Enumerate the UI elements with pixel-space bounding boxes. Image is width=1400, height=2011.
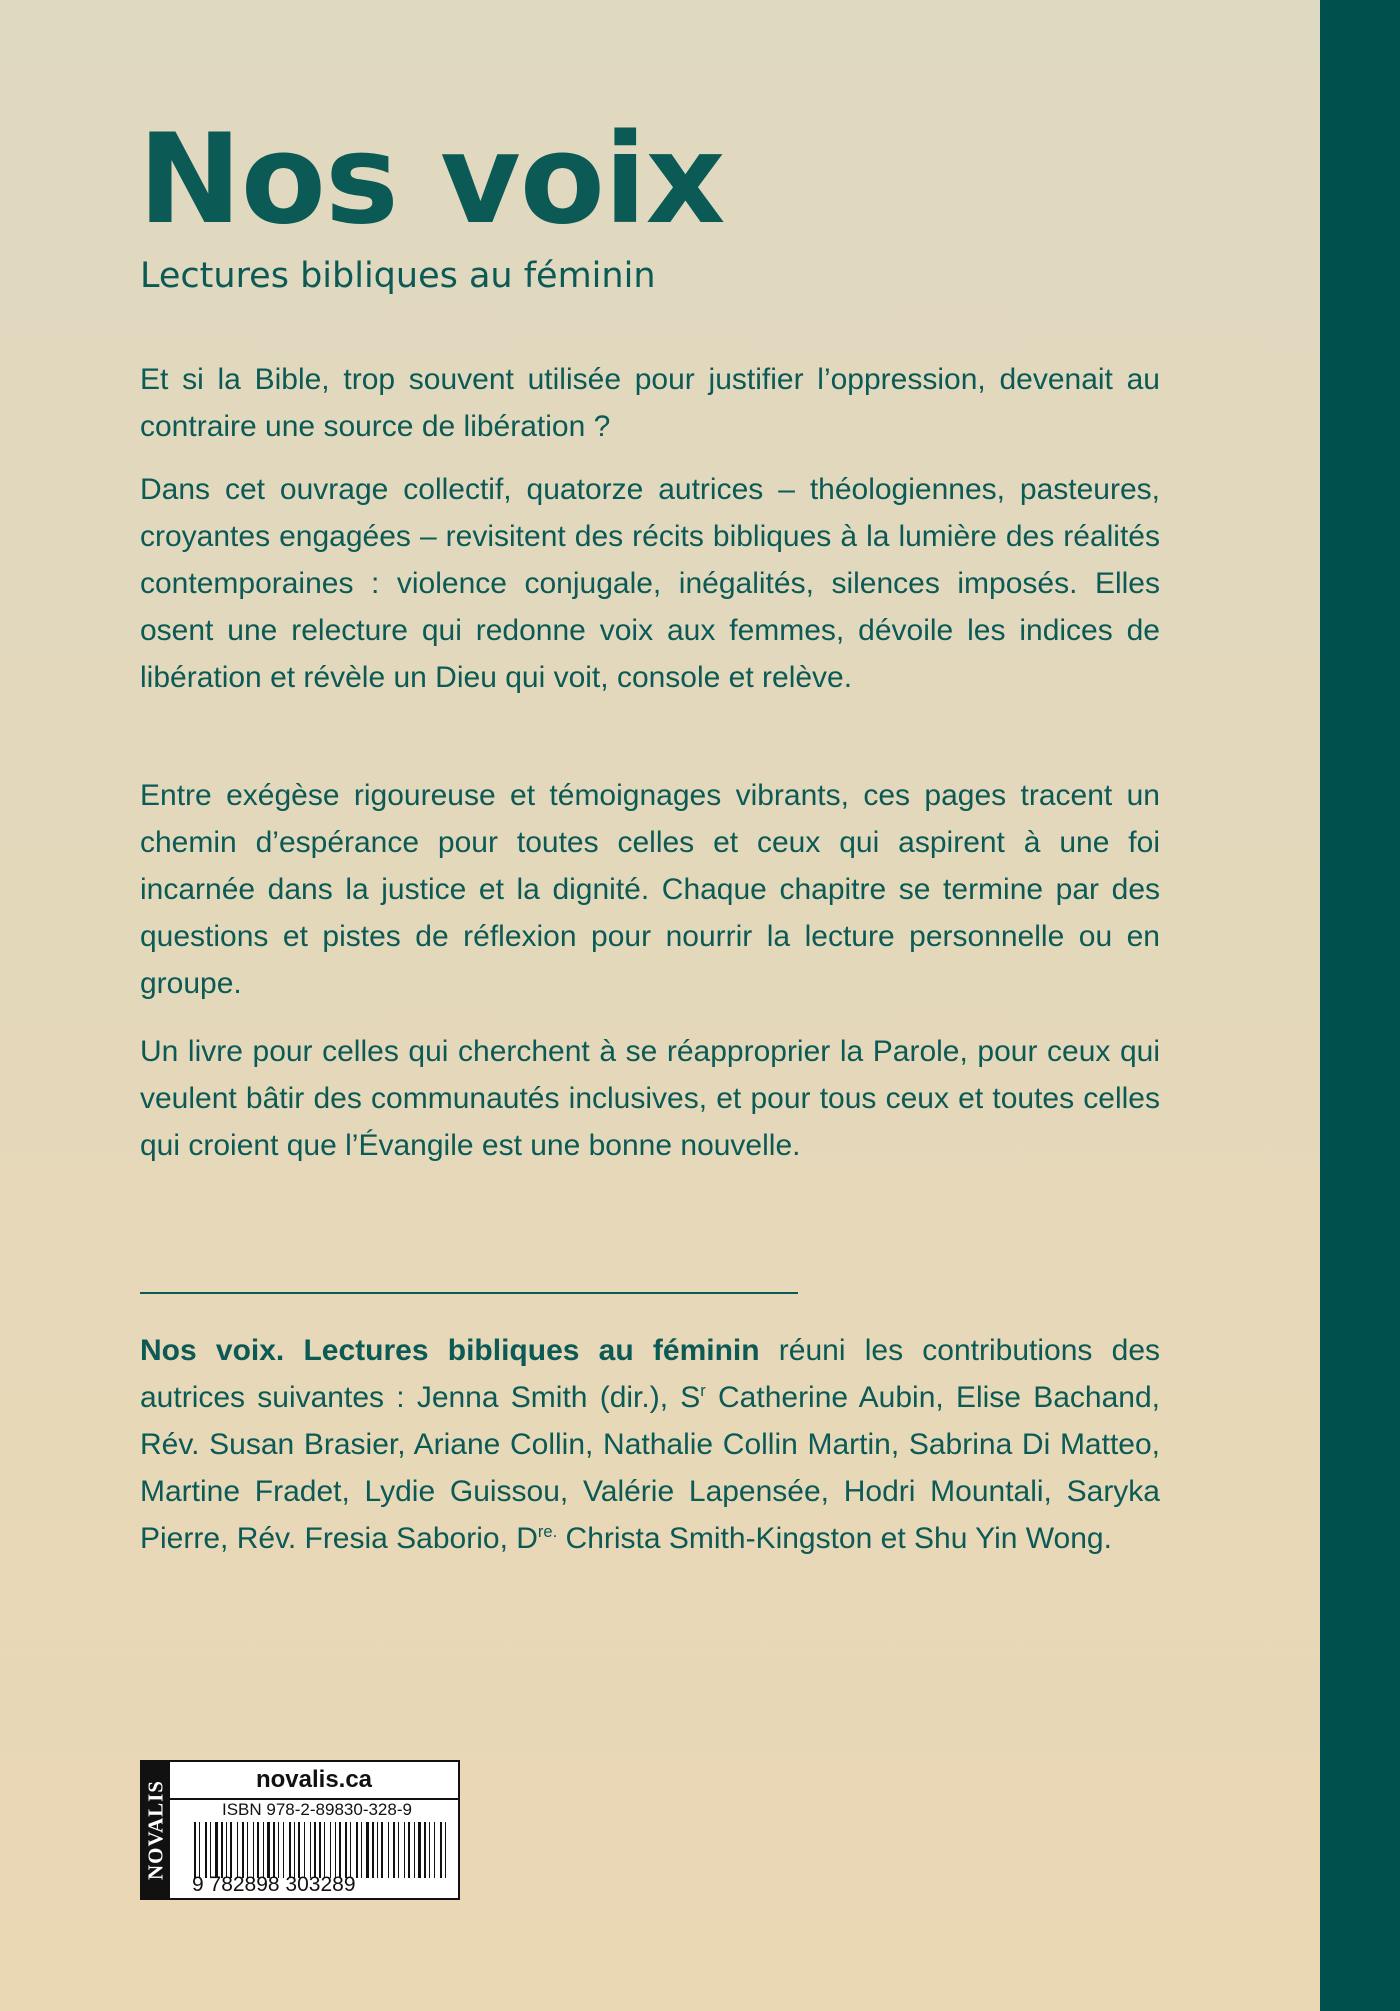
barcode-bar	[242, 1822, 244, 1878]
barcode-bar	[372, 1822, 374, 1878]
credits-book-title: Nos voix. Lectures bibliques au féminin	[140, 1334, 760, 1367]
barcode-bar	[267, 1822, 270, 1878]
barcode-bar	[205, 1822, 207, 1878]
barcode-bar	[253, 1822, 254, 1878]
book-subtitle: Lectures bibliques au féminin	[140, 256, 656, 296]
barcode-bar	[278, 1822, 279, 1878]
barcode-bar	[247, 1822, 248, 1878]
barcode-bar	[429, 1822, 430, 1878]
barcode-bar	[237, 1822, 238, 1878]
barcode-bar	[230, 1822, 232, 1878]
barcode-bar	[388, 1822, 389, 1878]
barcode-bar	[199, 1822, 200, 1878]
barcode-bar	[356, 1822, 358, 1878]
isbn-barcode-block	[140, 1760, 460, 1900]
barcode-bar	[408, 1822, 410, 1878]
barcode-bar	[257, 1822, 259, 1878]
barcode-bar	[393, 1822, 395, 1878]
section-divider	[140, 1292, 798, 1294]
barcode-bar	[226, 1822, 227, 1878]
barcode-bar	[319, 1822, 321, 1878]
barcode-bar	[361, 1822, 362, 1878]
publisher-website: novalis.ca	[170, 1762, 458, 1800]
barcode-bar	[404, 1822, 405, 1878]
barcode-bar	[283, 1822, 284, 1878]
barcode-bar	[310, 1822, 311, 1878]
credits-text-1: réuni les contributions des autrices suivantes : Jenna Smith (dir.), S	[140, 1334, 1160, 1414]
barcode-bar	[398, 1822, 399, 1878]
publisher-logo: NOVALIS	[143, 1780, 168, 1880]
barcode-bar	[289, 1822, 291, 1878]
isbn-label: ISBN 978-2-89830-328-9	[222, 1800, 412, 1819]
credits-sup-1: r	[700, 1382, 706, 1400]
barcode-bar	[339, 1822, 341, 1878]
book-title: Nos voix	[138, 108, 725, 252]
barcode-bar	[304, 1822, 305, 1878]
publisher-band	[142, 1762, 170, 1898]
barcode-bar	[298, 1822, 300, 1878]
barcode-bar	[424, 1822, 426, 1878]
barcode-bar	[221, 1822, 223, 1878]
barcode-bar	[414, 1822, 415, 1878]
barcode-bar	[335, 1822, 336, 1878]
barcode-bar	[324, 1822, 325, 1878]
barcode-bar	[263, 1822, 264, 1878]
barcode-bar	[330, 1822, 331, 1878]
contributors-credits	[140, 1327, 1160, 1562]
barcode-bar	[445, 1822, 446, 1878]
barcode-bar	[294, 1822, 295, 1878]
credits-text-3: Christa Smith-Kingston et Shu Yin Wong.	[557, 1522, 1112, 1555]
barcode-bar	[418, 1822, 421, 1878]
barcode-bar	[273, 1822, 275, 1878]
blurb-paragraph-1: Et si la Bible, trop souvent utilisée pour justifier l’oppression, devenait au contraire une source de libération ?	[140, 363, 1160, 443]
credits-sup-2: re.	[537, 1523, 558, 1541]
credits-text-2: Catherine Aubin, Elise Bachand, Rév. Susan Brasier, Ariane Collin, Nathalie Collin Martin, Sabrina Di Matteo, Martine Fradet, Lydie Guissou, Valérie Lapensée, Hodri Mountali, Saryka Pierre, Rév. Fresia Saborio, D	[140, 1381, 1160, 1555]
barcode-bar	[381, 1822, 383, 1878]
blurb-paragraph-4: Un livre pour celles qui cherchent à se réapproprier la Parole, pour ceux qui veulent bâtir des communautés inclusives, et pour tous ceux et toutes celles qui croient que l’Évangile est une bonne nouvelle.	[140, 1035, 1160, 1162]
barcode-bar	[434, 1822, 435, 1878]
barcode-bars	[192, 1822, 452, 1878]
barcode-bar	[210, 1822, 211, 1878]
blurb-paragraph-3: Entre exégèse rigoureuse et témoignages vibrants, ces pages tracent un chemin d’espérance pour toutes celles et ceux qui aspirent à une foi incarnée dans la justice et la dignité. Chaque chapitre se termine par des questions et pistes de réflexion pour nourrir la lecture personnelle ou en groupe.	[140, 779, 1160, 1000]
barcode-bar	[440, 1822, 442, 1878]
barcode-bar	[345, 1822, 347, 1878]
barcode-bar	[194, 1822, 196, 1878]
ean-digits: 9 782898 303289	[192, 1873, 356, 1896]
barcode-bar	[350, 1822, 351, 1878]
barcode-bar	[215, 1822, 218, 1878]
barcode-bar	[366, 1822, 369, 1878]
barcode-bar	[314, 1822, 316, 1878]
blurb-paragraph-2: Dans cet ouvrage collectif, quatorze autrices – théologiennes, pasteures, croyantes engagées – revisitent des récits bibliques à la lumière des réalités contemporaines : violence conjugale, inégalités, silences imposés. Elles osent une relecture qui redonne voix aux femmes, dévoile les indices de libération et révèle un Dieu qui voit, console et relève.	[140, 473, 1160, 694]
spine-band	[1320, 0, 1400, 2011]
barcode-bar	[377, 1822, 378, 1878]
